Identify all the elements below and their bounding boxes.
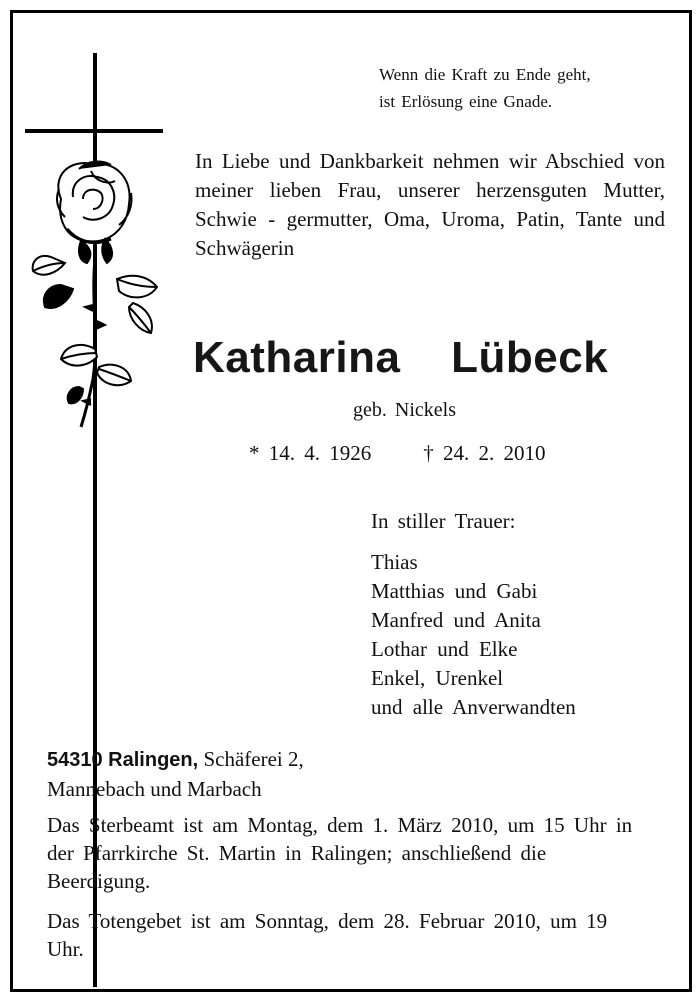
- death-date: † 24. 2. 2010: [423, 441, 546, 465]
- maiden-name: geb. Nickels: [353, 399, 456, 421]
- list-item: Matthias und Gabi: [371, 579, 538, 603]
- list-item: und alle Anverwandten: [371, 695, 576, 719]
- intro-text: In Liebe und Dankbarkeit nehmen wir Abschied von meiner lieben Frau, unserer herzensguten Mutter, Schwie - germutter, Oma, Uroma, Patin, Tante und Schwägerin: [195, 149, 665, 260]
- motto: [379, 61, 679, 115]
- list-item: Thias: [371, 550, 418, 574]
- deceased-name: Katharina Lübeck: [193, 333, 609, 382]
- mourners-heading: In stiller Trauer:: [371, 509, 516, 533]
- birth-date: * 14. 4. 1926: [249, 441, 372, 465]
- address-line-2: Mannebach und Marbach: [47, 777, 262, 801]
- address-street: Schäferei 2,: [203, 747, 304, 771]
- obituary-notice: [10, 10, 692, 992]
- address-line-1: [47, 745, 304, 775]
- requiem-notice: Das Sterbeamt ist am Montag, dem 1. März 2010, um 15 Uhr in der Pfarrkirche St. Martin in Ralingen; anschließend die Beerdigung.: [47, 813, 633, 893]
- address-city: 54310 Ralingen,: [47, 749, 199, 771]
- vigil-notice: Das Totengebet ist am Sonntag, dem 28. Februar 2010, um 19 Uhr.: [47, 909, 608, 961]
- list-item: Manfred und Anita: [371, 608, 541, 632]
- address: [47, 745, 304, 804]
- motto-line-1: Wenn die Kraft zu Ende geht,: [379, 65, 591, 84]
- list-item: Enkel, Urenkel: [371, 666, 504, 690]
- mourners-list: [371, 548, 576, 722]
- list-item: Lothar und Elke: [371, 637, 518, 661]
- life-dates: [249, 441, 546, 466]
- motto-line-2: ist Erlösung eine Gnade.: [379, 92, 553, 111]
